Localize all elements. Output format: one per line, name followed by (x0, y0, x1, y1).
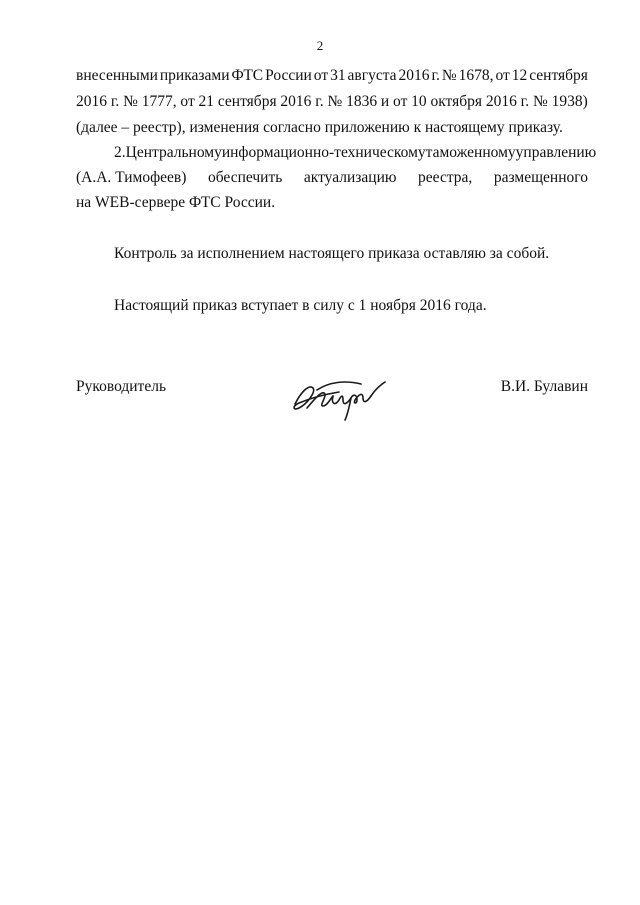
word: актуализацию (303, 169, 397, 186)
page-number: 2 (316, 38, 324, 53)
word: от (393, 93, 408, 110)
word: г. (315, 93, 324, 110)
word: октября (430, 93, 483, 110)
signature-block (76, 374, 588, 434)
word: ФТС (231, 67, 264, 84)
word: от (180, 93, 195, 110)
handwritten-signature (289, 374, 399, 424)
paragraph-1-line-3: (далее – реестр), изменения согласно приложению к настоящему приказу. (76, 119, 563, 136)
word: 12 (511, 67, 528, 84)
paragraph-4: Настоящий приказ вступает в силу с 1 ноября 2016 года. (114, 297, 487, 314)
paragraph-1-line-2 (76, 92, 588, 112)
paragraph-2-line-1 (114, 143, 597, 163)
word: г. (431, 67, 440, 84)
word: приказами (159, 67, 230, 84)
word: 1836 (346, 93, 378, 110)
word: августа (347, 67, 397, 84)
word: внесенными (76, 67, 158, 84)
word: № (327, 93, 343, 110)
word: реестра, (418, 169, 473, 186)
word: Центральному (125, 144, 222, 161)
word: № (441, 67, 457, 84)
word: 1678, (458, 67, 494, 84)
word: сентября (529, 67, 588, 84)
word: 1938) (551, 93, 588, 110)
word: 2016 (280, 93, 312, 110)
paragraph-2-line-2 (76, 168, 588, 188)
word: г. (520, 93, 530, 110)
word: (А.А. Тимофеев) (76, 169, 187, 186)
word: обеспечить (208, 169, 283, 186)
word: 2016 (485, 93, 517, 110)
word: размещенного (493, 169, 588, 186)
word: управлению (515, 144, 597, 161)
word: 10 (411, 93, 427, 110)
word: России (265, 67, 312, 84)
signatory-title: Руководитель (76, 378, 167, 395)
word: 1777, (141, 93, 177, 110)
paragraph-1-line-1 (76, 66, 588, 86)
word: 2. (114, 144, 126, 161)
word: г. (110, 93, 120, 110)
word: 2016 (76, 93, 107, 110)
word: 31 (330, 67, 346, 84)
word: от (495, 67, 510, 84)
paragraph-2-line-3: на WEB-сервере ФТС России. (76, 194, 276, 211)
word: информационно-техническому (221, 144, 426, 161)
word: от (313, 67, 329, 84)
word: 21 (198, 93, 215, 110)
word: № (123, 93, 138, 110)
signatory-name: В.И. Булавин (500, 378, 588, 395)
word: сентября (217, 93, 277, 110)
word: 2016 (398, 67, 430, 84)
word: и (380, 93, 390, 110)
word: таможенному (425, 144, 516, 161)
paragraph-3: Контроль за исполнением настоящего приказа оставляю за собой. (114, 245, 550, 262)
word: № (532, 93, 548, 110)
